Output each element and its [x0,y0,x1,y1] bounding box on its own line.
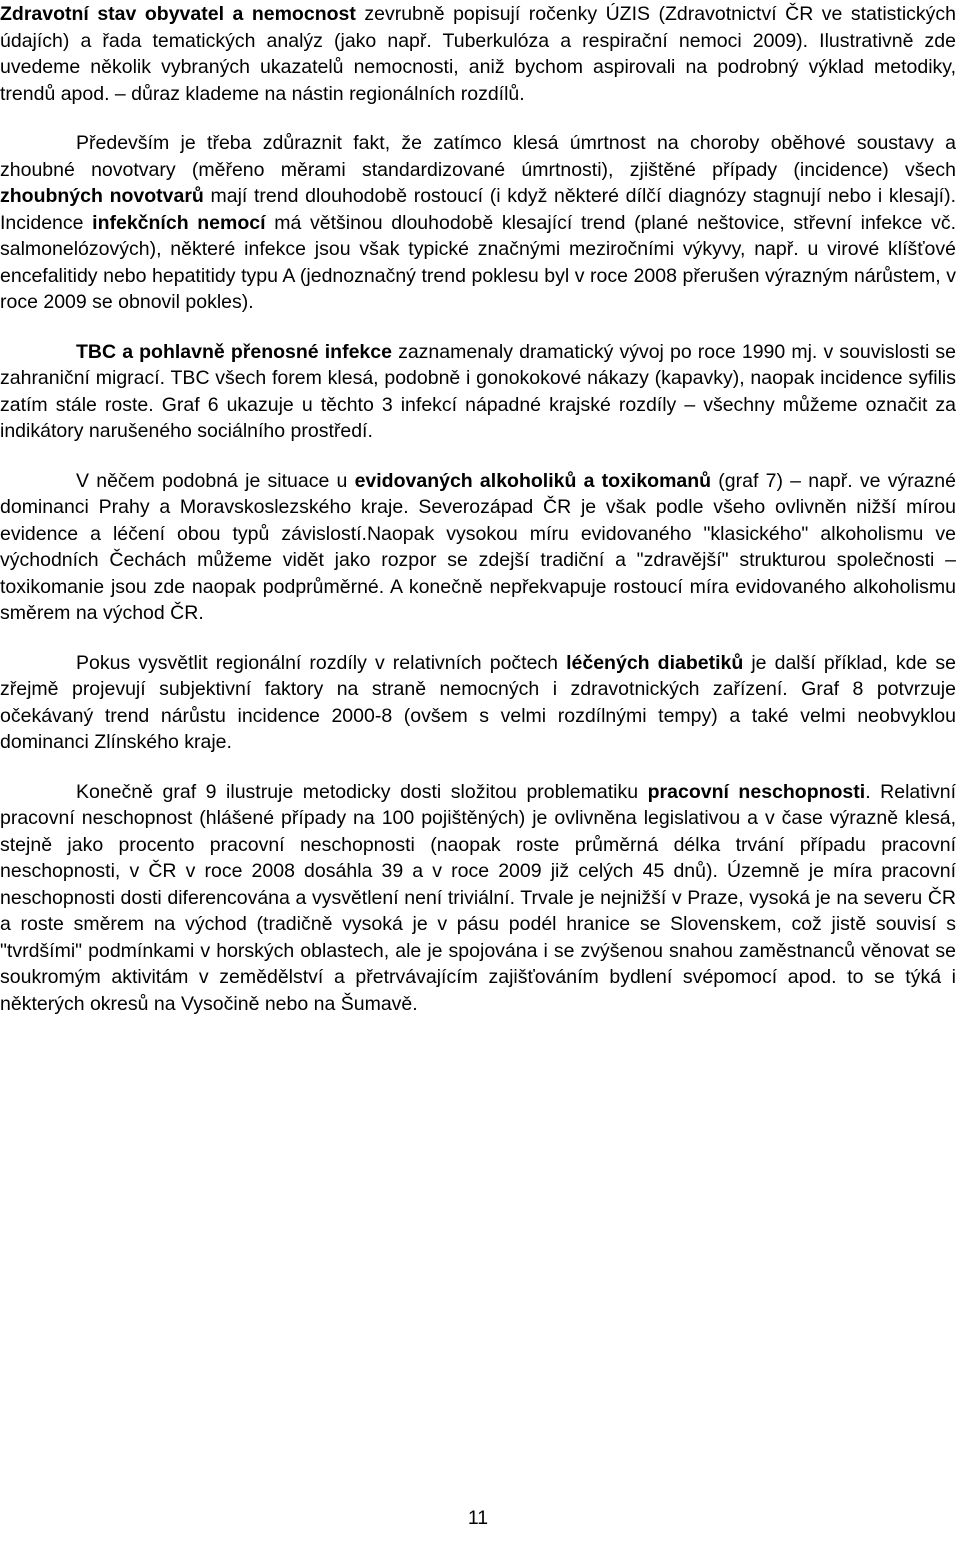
text-run: Konečně graf 9 ilustruje metodicky dosti složitou problematiku [76,780,648,803]
text-run: (graf 7) – např. ve výrazné dominanci Prahy a Moravskoslezského kraje. Severozápad ČR je však podle všeho ovlivněn nižší mírou evidence a léčení obou typů závislostí.Naopak vysokou míru evidovaného "klasického" alkoholismu ve východních Čechách můžeme vidět jako rozpor se zdejší tradiční a "zdravější" strukturou společnosti – toxikomanie jsou zde naopak podprůměrné. A konečně nepřekvapuje rostoucí míra evidovaného alkoholismu směrem na východ ČR. [0,469,956,624]
text-run: je další příklad, kde se zřejmě projevují subjektivní faktory na straně nemocných i zdravotnických zařízení. Graf 8 potvrzuje očekávaný trend nárůstu incidence 2000-8 (ovšem s velmi rozdílnými tempy) a také velmi neobvyklou dominanci Zlínského kraje. [0,651,957,753]
paragraph [0,130,956,316]
paragraph [0,1,956,107]
paragraph [0,339,956,445]
text-run: zevrubně popisují ročenky ÚZIS (Zdravotnictví ČR ve statistických údajích) a řada tematických analýz (jako např. Tuberkulóza a respirační nemoci 2009). Ilustrativně zde uvedeme několik vybraných ukazatelů nemocnosti, aniž bychom aspirovali na podrobný výklad metodiky, trendů apod. – důraz klademe na nástin regionálních rozdílů. [0,3,956,105]
bold-text-run: TBC a pohlavně přenosné infekce [76,340,392,363]
bold-text-run: léčených diabetiků [566,651,744,674]
text-run: V něčem podobná je situace u [76,469,355,492]
text-run: má většinou dlouhodobě klesající trend (plané neštovice, střevní infekce vč. salmonelózových), některé infekce jsou však typické značnými meziročními výkyvy, např. u virové klíšťové encefalitidy nebo hepatitidy typu A (jednoznačný trend poklesu byl v roce 2008 přerušen výrazným nárůstem, v roce 2009 se obnovil pokles). [0,211,956,313]
text-run: Pokus vysvětlit regionální rozdíly v relativních počtech [76,651,567,674]
paragraph [0,779,956,1018]
bold-text-run: pracovní neschopnosti [647,780,866,803]
bold-text-run: Zdravotní stav obyvatel a nemocnost [0,3,356,25]
page-number: 11 [467,1507,489,1529]
paragraph [0,650,956,756]
bold-text-run: infekčních nemocí [92,211,266,234]
text-run: zaznamenaly dramatický vývoj po roce 1990 mj. v souvislosti se zahraniční migrací. TBC všech forem klesá, podobně i gonokokové nákazy (kapavky), naopak incidence syfilis zatím stále roste. Graf 6 ukazuje u těchto 3 infekcí nápadné krajské rozdíly – všechny můžeme označit za indikátory narušeného sociálního prostředí. [0,340,956,442]
paragraph [0,468,956,627]
text-run: Především je třeba zdůraznit fakt, že zatímco klesá úmrtnost na choroby oběhové soustavy a zhoubné novotvary (měřeno měrami standardizované úmrtnosti), zjištěné případy (incidence) všech [0,132,956,181]
text-run: mají trend dlouhodobě rostoucí (i když některé dílčí diagnózy stagnují nebo i klesají). Incidence [0,185,956,234]
bold-text-run: evidovaných alkoholiků a toxikomanů [354,469,712,492]
bold-text-run: zhoubných novotvarů [0,185,204,207]
text-run: . Relativní pracovní neschopnost (hlášené případy na 100 pojištěných) je ovlivněna legislativou a v čase výrazně klesá, stejně jako procento pracovní neschopnosti (naopak roste průměrná délka trvání případu pracovní neschopnosti, v ČR v roce 2008 dosáhla 39 a v roce 2009 již celých 45 dnů). Územně je míra pracovní neschopnosti dosti diferencována a vysvětlení není triviální. Trvale je nejnižší v Praze, vysoká je na severu ČR a roste směrem na východ (tradičně vysoká je v pásu podél hranice se Slovenskem, což jistě souvisí s "tvrdšími" podmínkami v horských oblastech, ale je spojována i se zvýšenou snahou zaměstnanců věnovat se soukromým aktivitám v zemědělství a přetrvávajícím zajišťováním bydlení svépomocí apod. to se týká i některých okresů na Vysočině nebo na Šumavě. [0,780,957,1015]
